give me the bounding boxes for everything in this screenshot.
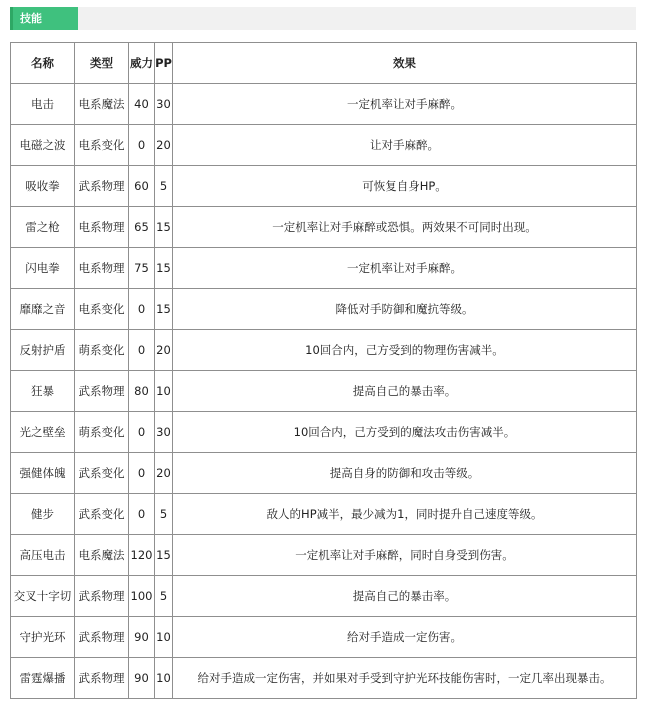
table-header-row bbox=[11, 43, 637, 84]
table-row bbox=[11, 535, 637, 576]
cell-effect: 给对手造成一定伤害，并如果对手受到守护光环技能伤害时，一定几率出现暴击。 bbox=[173, 658, 637, 699]
cell-power: 0 bbox=[129, 412, 155, 453]
cell-power: 0 bbox=[129, 494, 155, 535]
header-type: 类型 bbox=[75, 43, 129, 84]
cell-type: 电系魔法 bbox=[75, 535, 129, 576]
cell-effect: 10回合内，己方受到的魔法攻击伤害减半。 bbox=[173, 412, 637, 453]
cell-power: 100 bbox=[129, 576, 155, 617]
cell-pp: 15 bbox=[155, 535, 173, 576]
cell-name: 雷之枪 bbox=[11, 207, 75, 248]
cell-pp: 30 bbox=[155, 84, 173, 125]
cell-power: 60 bbox=[129, 166, 155, 207]
section-header-bar bbox=[10, 7, 636, 30]
cell-type: 电系物理 bbox=[75, 248, 129, 289]
cell-name: 雷霆爆播 bbox=[11, 658, 75, 699]
cell-name: 交叉十字切 bbox=[11, 576, 75, 617]
cell-name: 健步 bbox=[11, 494, 75, 535]
cell-name: 电击 bbox=[11, 84, 75, 125]
table-row bbox=[11, 576, 637, 617]
cell-pp: 10 bbox=[155, 617, 173, 658]
cell-effect: 提高自身的防御和攻击等级。 bbox=[173, 453, 637, 494]
cell-power: 0 bbox=[129, 289, 155, 330]
cell-pp: 15 bbox=[155, 289, 173, 330]
table-row bbox=[11, 330, 637, 371]
cell-type: 武系变化 bbox=[75, 494, 129, 535]
cell-effect: 提高自己的暴击率。 bbox=[173, 576, 637, 617]
cell-pp: 10 bbox=[155, 371, 173, 412]
cell-name: 吸收拳 bbox=[11, 166, 75, 207]
section-title-tab: 技能 bbox=[10, 7, 78, 30]
table-row bbox=[11, 617, 637, 658]
table-row bbox=[11, 412, 637, 453]
cell-type: 武系物理 bbox=[75, 617, 129, 658]
cell-type: 武系物理 bbox=[75, 371, 129, 412]
cell-pp: 15 bbox=[155, 207, 173, 248]
cell-type: 萌系变化 bbox=[75, 412, 129, 453]
header-pp: PP bbox=[155, 43, 173, 84]
cell-type: 武系变化 bbox=[75, 453, 129, 494]
cell-type: 萌系变化 bbox=[75, 330, 129, 371]
cell-type: 武系物理 bbox=[75, 658, 129, 699]
header-power: 威力 bbox=[129, 43, 155, 84]
table-row bbox=[11, 371, 637, 412]
cell-pp: 20 bbox=[155, 125, 173, 166]
cell-effect: 降低对手防御和魔抗等级。 bbox=[173, 289, 637, 330]
cell-name: 强健体魄 bbox=[11, 453, 75, 494]
header-name: 名称 bbox=[11, 43, 75, 84]
cell-effect: 可恢复自身HP。 bbox=[173, 166, 637, 207]
cell-effect: 一定机率让对手麻醉，同时自身受到伤害。 bbox=[173, 535, 637, 576]
cell-pp: 5 bbox=[155, 166, 173, 207]
cell-name: 靡靡之音 bbox=[11, 289, 75, 330]
cell-effect: 让对手麻醉。 bbox=[173, 125, 637, 166]
cell-effect: 给对手造成一定伤害。 bbox=[173, 617, 637, 658]
cell-power: 40 bbox=[129, 84, 155, 125]
cell-pp: 5 bbox=[155, 576, 173, 617]
cell-effect: 一定机率让对手麻醉或恐惧。两效果不可同时出现。 bbox=[173, 207, 637, 248]
cell-pp: 15 bbox=[155, 248, 173, 289]
cell-type: 武系物理 bbox=[75, 166, 129, 207]
cell-effect: 10回合内，己方受到的物理伤害减半。 bbox=[173, 330, 637, 371]
cell-power: 0 bbox=[129, 125, 155, 166]
cell-effect: 一定机率让对手麻醉。 bbox=[173, 248, 637, 289]
cell-power: 90 bbox=[129, 617, 155, 658]
cell-name: 狂暴 bbox=[11, 371, 75, 412]
cell-effect: 敌人的HP减半，最少减为1，同时提升自己速度等级。 bbox=[173, 494, 637, 535]
cell-pp: 10 bbox=[155, 658, 173, 699]
skills-table bbox=[10, 42, 637, 699]
cell-effect: 提高自己的暴击率。 bbox=[173, 371, 637, 412]
cell-type: 电系魔法 bbox=[75, 84, 129, 125]
cell-pp: 5 bbox=[155, 494, 173, 535]
cell-type: 电系变化 bbox=[75, 125, 129, 166]
cell-pp: 20 bbox=[155, 330, 173, 371]
cell-pp: 20 bbox=[155, 453, 173, 494]
header-effect: 效果 bbox=[173, 43, 637, 84]
cell-type: 武系物理 bbox=[75, 576, 129, 617]
table-row bbox=[11, 289, 637, 330]
table-row bbox=[11, 494, 637, 535]
cell-power: 90 bbox=[129, 658, 155, 699]
cell-name: 守护光环 bbox=[11, 617, 75, 658]
cell-power: 120 bbox=[129, 535, 155, 576]
cell-effect: 一定机率让对手麻醉。 bbox=[173, 84, 637, 125]
cell-name: 闪电拳 bbox=[11, 248, 75, 289]
table-row bbox=[11, 658, 637, 699]
cell-name: 高压电击 bbox=[11, 535, 75, 576]
table-row bbox=[11, 125, 637, 166]
table-row bbox=[11, 84, 637, 125]
table-row bbox=[11, 207, 637, 248]
cell-pp: 30 bbox=[155, 412, 173, 453]
table-row bbox=[11, 453, 637, 494]
cell-power: 0 bbox=[129, 330, 155, 371]
cell-power: 75 bbox=[129, 248, 155, 289]
table-row bbox=[11, 248, 637, 289]
table-row bbox=[11, 166, 637, 207]
cell-name: 电磁之波 bbox=[11, 125, 75, 166]
cell-type: 电系变化 bbox=[75, 289, 129, 330]
cell-power: 65 bbox=[129, 207, 155, 248]
cell-type: 电系物理 bbox=[75, 207, 129, 248]
cell-power: 0 bbox=[129, 453, 155, 494]
cell-power: 80 bbox=[129, 371, 155, 412]
cell-name: 反射护盾 bbox=[11, 330, 75, 371]
cell-name: 光之壁垒 bbox=[11, 412, 75, 453]
